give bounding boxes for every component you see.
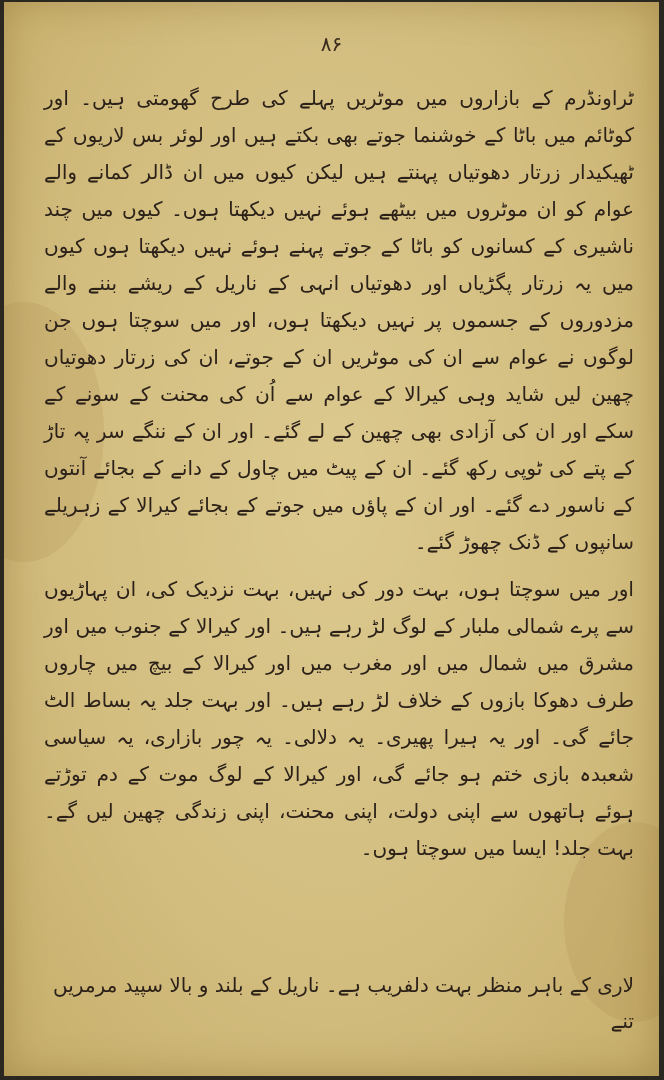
paragraph: اور میں سوچتا ہوں، بہت دور کی نہیں، بہت نزدیک کی، ان پہاڑیوں سے پرے شمالی ملبار کے لوگ لڑ رہے ہیں۔ اور کیرالا کے جنوب میں اور مشرق میں شمال میں اور مغرب میں اور کیرالا کے بیچ میں چاروں طرف دھوکا بازوں کے خلاف لڑ رہے ہیں۔ اور بہت جلد یہ بساط الٹ جائے گی۔ اور یہ ہیرا پھیری۔ یہ دلالی۔ یہ چور بازاری، یہ سیاسی شعبدہ بازی ختم ہو جائے گی، اور کیرالا کے لوگ موت کے دم توڑتے ہوئے ہاتھوں سے اپنی دولت، اپنی محنت، اپنی زندگی چھین لیں گے۔ بہت جلد! ایسا میں سوچتا ہوں۔ <box>44 577 634 860</box>
footer-line: لاری کے باہر منظر بہت دلفریب ہے۔ ناریل کے بلند و بالا سپید مرمریں تنے <box>53 973 634 1033</box>
page-number: ۸۶ <box>320 32 343 56</box>
paragraph: ٹراونڈرم کے بازاروں میں موٹریں پہلے کی طرح گھومتی ہیں۔ اور کوٹائم میں باٹا کے خوشنما جوتے بھی بکتے ہیں اور لوئر بس لاریوں کے ٹھیکیدار زرتار دھوتیاں پہنتے ہیں لیکن کیوں میں ان ڈالر کمانے والے عوام کو ان موٹروں میں بیٹھے ہوئے نہیں دیکھتا ہوں۔ کیوں میں چند ناشیری کے کسانوں کو باٹا کے جوتے پہنے ہوئے نہیں دیکھتا ہوں کیوں میں یہ زرتار پگڑیاں اور دھوتیاں انہی کے ناریل کے ریشے بننے والے مزدوروں کے جسموں پر نہیں دیکھتا ہوں، اور میں سوچتا ہوں جن لوگوں نے عوام سے ان کی موٹریں ان کے جوتے، ان کی زرتار دھوتیاں چھین لیں شاید وہی کیرالا کے عوام سے اُن کی محنت کے سونے کے سکے اور ان کی آزادی بھی چھین کے لے گئے۔ اور ان کے ننگے سر پہ تاڑ کے پتے کی ٹوپی رکھ گئے۔ ان کے پیٹ میں چاول کے دانے کے بجائے آنتوں کے ناسور دے گئے۔ اور ان کے پاؤں میں جوتے کے بجائے کیرالا کے زہریلے سانپوں کے ڈنک چھوڑ گئے۔ <box>44 86 634 554</box>
body-text <box>44 80 634 877</box>
book-page <box>4 2 659 1076</box>
